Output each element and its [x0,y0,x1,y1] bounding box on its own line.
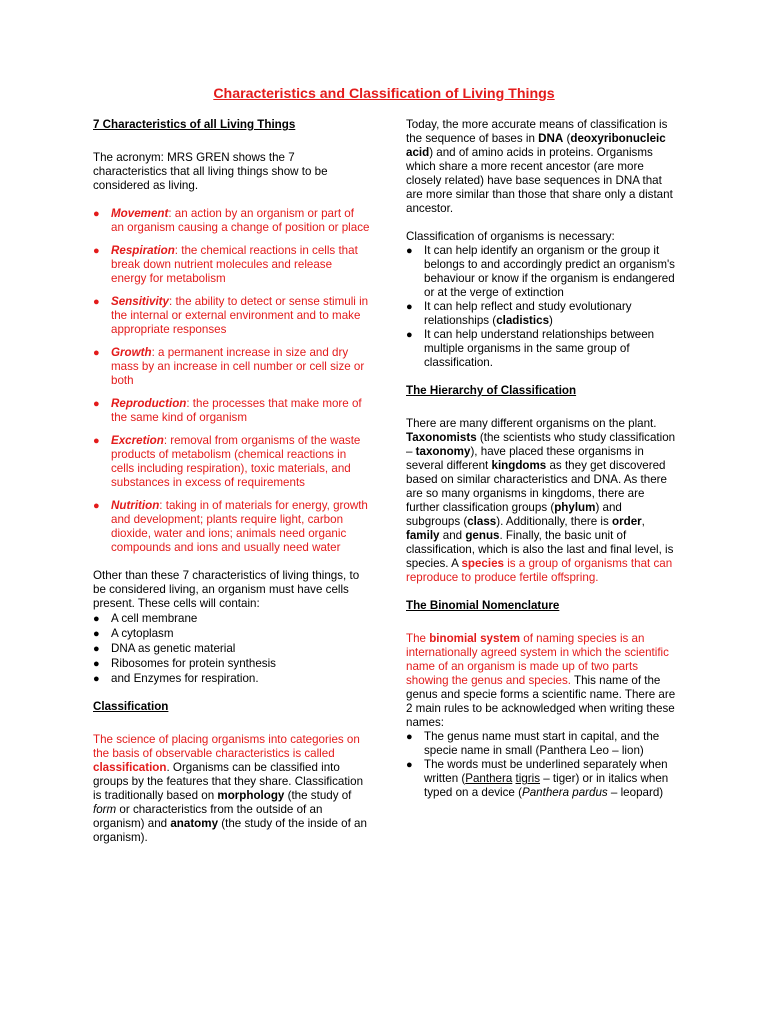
characteristics-list [93,207,370,555]
page-title: Characteristics and Classification of Living Things [213,86,555,102]
bullet-icon: ● [93,500,100,512]
cell-item: ● Ribosomes for protein synthesis [93,657,276,670]
cell-item: ● A cell membrane [93,612,198,625]
cells-list [93,612,370,686]
necessary-intro: Classification of organisms is necessary: [406,230,615,243]
rules-list [406,730,678,800]
hierarchy-heading: The Hierarchy of Classification [406,384,577,397]
dna-paragraph: Today, the more accurate means of classification is the sequence of bases in DNA (deoxyribonucleic acid) and of amino acids in proteins. Organisms which share a more recent ancestor (are more closely related) have base sequences in DNA that are more similar than those that share only a distant ancestor. [406,118,673,215]
cell-item: ● and Enzymes for respiration. [93,672,259,685]
bullet-icon: ● [93,347,100,359]
characteristic-growth: ● Growth: a permanent increase in size and dry mass by an increase in cell number or cell size or both [93,346,365,387]
cell-item: ● A cytoplasm [93,627,174,640]
left-column [93,118,370,859]
binomial-paragraph: The binomial system of naming species is an internationally agreed system in which the scientific name of an organism is made up of two parts showing the genus and species. This name of the genus and specie forms a scientific name. There are 2 main rules to be acknowledged when writing these names: [406,632,676,729]
reason-item: ● It can help understand relationships between multiple organisms in the same group of classification. [406,328,655,369]
bullet-icon: ● [406,329,413,341]
rule-item: ● The words must be underlined separately when written (Panthera tigris – tiger) or in italics when typed on a device (Panthera pardus – leopard) [406,758,669,799]
reason-item: ● It can help reflect and study evolutionary relationships (cladistics) [406,300,632,327]
bullet-icon: ● [93,643,100,655]
bullet-icon: ● [406,245,413,257]
bullet-icon: ● [93,245,100,257]
binomial-heading: The Binomial Nomenclature [406,599,560,612]
characteristic-movement: ● Movement: an action by an organism or part of an organism causing a change of position or place [93,207,370,234]
characteristics-heading: 7 Characteristics of all Living Things [93,118,296,131]
bullet-icon: ● [406,759,413,771]
classification-heading: Classification [93,700,169,713]
hierarchy-paragraph: There are many different organisms on the plant. Taxonomists (the scientists who study classification – taxonomy), have placed these organisms in several different kingdoms as they get discovered based on similar characteristics and DNA. As there are so many organisms in kingdoms, there are further classification groups (phylum) and subgroups (class). Additionally, there is order, family and genus. Finally, the basic unit of classification, which is also the last and final level, is species. A species is a group of organisms that can reproduce to produce fertile offspring. [406,417,676,584]
characteristic-excretion: ● Excretion: removal from organisms of the waste products of metabolism (chemical reactions in cells including respiration), toxic materials, and substances in excess of requirements [93,434,361,489]
characteristic-nutrition: ● Nutrition: taking in of materials for energy, growth and development; plants require light, carbon dioxide, water and ions; animals need organic compounds and ions and usually need water [93,499,368,554]
characteristic-respiration: ● Respiration: the chemical reactions in cells that break down nutrient molecules and release energy for metabolism [93,244,358,285]
bullet-icon: ● [93,398,100,410]
right-column [406,118,678,800]
bullet-icon: ● [406,301,413,313]
bullet-icon: ● [93,613,100,625]
characteristic-reproduction: ● Reproduction: the processes that make more of the same kind of organism [93,397,362,424]
cell-item: ● DNA as genetic material [93,642,236,655]
reasons-list [406,244,678,370]
bullet-icon: ● [93,296,100,308]
characteristic-sensitivity: ● Sensitivity: the ability to detect or sense stimuli in the internal or external environment and to make appropriate responses [93,295,369,336]
bullet-icon: ● [93,658,100,670]
reason-item: ● It can help identify an organism or the group it belongs to and accordingly predict an organism's behaviour or know if the organism is endangered or at the verge of extinction [406,244,675,299]
classification-paragraph: The science of placing organisms into categories on the basis of observable characteristics is called classification. Organisms can be classified into groups by the features that they share. Classification is traditionally based on morphology (the study of form or characteristics from the outside of an organism) and anatomy (the study of the inside of an organism). [93,733,367,844]
cells-intro: Other than these 7 characteristics of living things, to be considered living, an organism must have cells present. These cells will contain: [93,569,360,610]
mrs-gren-intro: The acronym: MRS GREN shows the 7 characteristics that all living things show to be considered as living. [93,151,328,192]
bullet-icon: ● [93,435,100,447]
rule-item: ● The genus name must start in capital, and the specie name in small (Panthera Leo – lion) [406,730,660,757]
bullet-icon: ● [93,628,100,640]
bullet-icon: ● [93,673,100,685]
bullet-icon: ● [406,731,413,743]
bullet-icon: ● [93,208,100,220]
